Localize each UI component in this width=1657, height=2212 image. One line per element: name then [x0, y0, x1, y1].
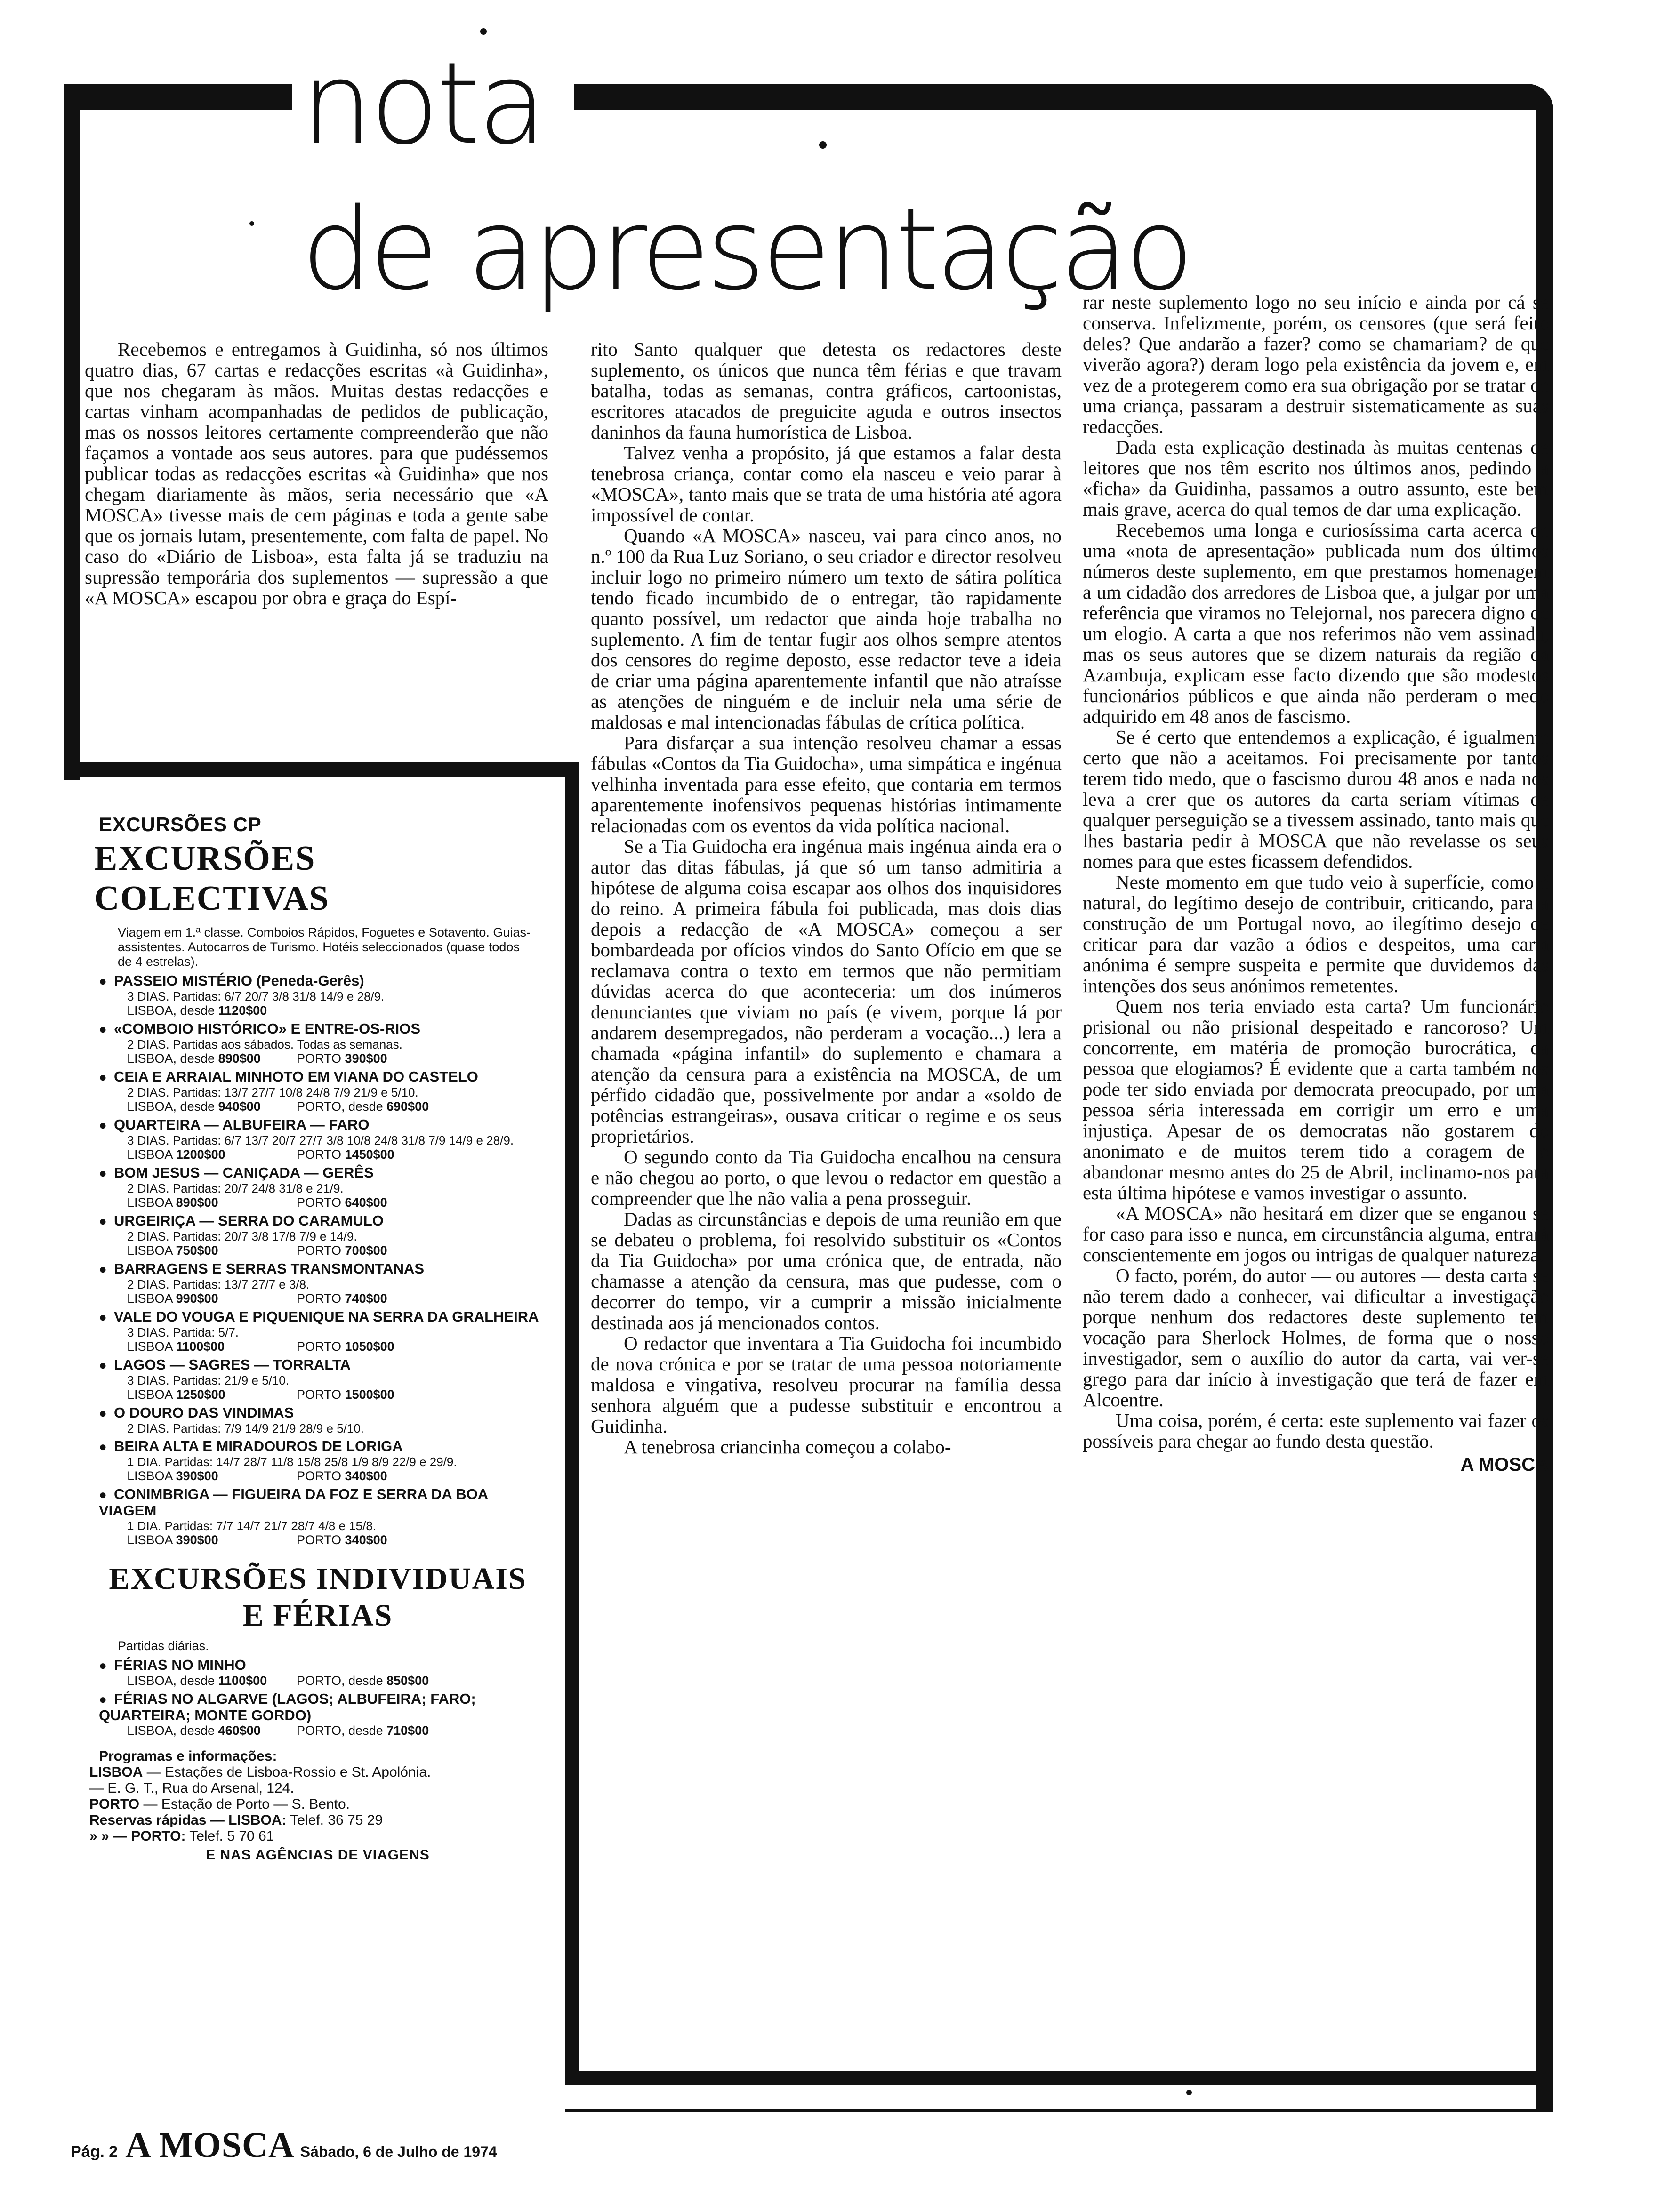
article-paragraph: Para disfarçar a sua intenção resolveu chamar a essas fábulas «Contos da Tia Guidocha», uma simpática e ingénua velhinha inventada para esse efeito, que contaria em termos aparentemente inofensivos pequenas histórias intimamente relacionadas com os eventos da vida política nacional. [591, 732, 1062, 836]
trip-price [127, 1195, 297, 1210]
trip-item [99, 1069, 546, 1114]
price-value: 1450$00 [345, 1147, 394, 1162]
frame-bar-bottom [565, 2071, 1553, 2085]
trip-item [99, 1357, 546, 1402]
price-value: 390$00 [176, 1469, 218, 1483]
price-value: 1250$00 [176, 1387, 225, 1402]
trip-details: 2 DIAS. Partidas: 20/7 3/8 17/8 7/9 e 14/9. [127, 1229, 357, 1243]
price-city: LISBOA [127, 1469, 173, 1483]
trip-price [127, 1533, 297, 1547]
bullet-icon: ● [99, 974, 107, 988]
article-paragraph: O facto, porém, do autor — ou autores — desta carta se não terem dado a conhecer, vai dificultar a investigação porque nenhum dos redactores deste suplemento tem vocação para Sherlock Holmes, de forma que o nosso investigador, sem o auxílio do autor da carta, vai ver-se grego para dar início à investigação que terá de fazer em Alcoentre. [1083, 1265, 1549, 1411]
trip-price [127, 1387, 297, 1402]
trip-details: 2 DIAS. Partidas: 13/7 27/7 e 3/8. [127, 1277, 310, 1291]
info-line [89, 1796, 551, 1812]
article-paragraph: Neste momento em que tudo veio à superfície, como é natural, do legítimo desejo de contribuir, criticando, para a construção de um Portugal novo, ao ilegítimo desejo de criticar para dar vazão a ódios e despeitos, uma carta anónima é sempre suspeita e permite que duvidemos das intenções dos seus anónimos remetentes. [1083, 871, 1549, 996]
info-line [89, 1812, 551, 1828]
frame-bar-top-right [574, 84, 1553, 110]
price-value: 390$00 [345, 1051, 387, 1066]
page-footer [71, 2125, 497, 2167]
trip-name-text: CONIMBRIGA — FIGUEIRA DA FOZ E SERRA DA BOA VIAGEM [99, 1486, 488, 1519]
article-paragraph: Talvez venha a propósito, já que estamos a falar desta tenebrosa criança, contar como ela nasceu e veio parar à «MOSCA», tanto mais que se trata de uma história até agora impossível de contar. [591, 442, 1062, 526]
ad-intro: Viagem em 1.ª classe. Comboios Rápidos, Foguetes e Sotavento. Guias-assistentes. Autocarros de Turismo. Hotéis seleccionados (quase todos de 4 estrelas). [118, 925, 531, 969]
trip-price [297, 1387, 466, 1402]
price-value: 1100$00 [218, 1674, 267, 1688]
trip-name-text: FÉRIAS NO MINHO [114, 1657, 246, 1673]
price-city: PORTO [297, 1291, 342, 1306]
price-value: 750$00 [176, 1243, 218, 1258]
trip-name [99, 1069, 546, 1085]
trip-name [99, 1357, 546, 1373]
info-label: PORTO [89, 1796, 140, 1812]
article-paragraph: rar neste suplemento logo no seu início e ainda por cá se conserva. Infelizmente, porém, os censores (que será feito deles? Que andarão a fazer? como se chamariam? de que viverão agora?) deram logo pela existência da jovem e, em vez de a protegerem como era sua obrigação por se tratar de uma criança, passaram a destruir sistematicamente as suas redacções. [1083, 291, 1549, 437]
cp-excursions-ad [85, 800, 551, 2066]
trip-item [99, 1486, 546, 1547]
article-paragraph: A tenebrosa criancinha começou a colabo- [624, 1436, 951, 1458]
price-city: PORTO [297, 1243, 342, 1258]
bullet-icon: ● [99, 1406, 107, 1420]
trip-price [127, 1674, 297, 1688]
trip-price [297, 1099, 466, 1114]
price-value: 1120$00 [218, 1003, 267, 1018]
price-city: LISBOA [127, 1147, 173, 1162]
frame-bar-ad-right [565, 762, 579, 2085]
trip-prices [99, 1243, 546, 1258]
article-signature: A MOSCA [1460, 1454, 1549, 1475]
trip-name [99, 1165, 546, 1181]
trip-name [99, 1309, 546, 1325]
bullet-icon: ● [99, 1070, 107, 1084]
trip-name-text: PASSEIO MISTÉRIO (Peneda-Gerês) [114, 972, 364, 989]
bullet-icon: ● [99, 1658, 107, 1673]
trip-name-text: VALE DO VOUGA E PIQUENIQUE NA SERRA DA GRALHEIRA [114, 1308, 539, 1325]
trip-item [99, 1405, 546, 1435]
ad-trip-list-2 [85, 1657, 551, 1738]
price-value: 1100$00 [176, 1339, 225, 1354]
info-label: Reservas rápidas — LISBOA: [89, 1812, 287, 1828]
trip-details: 3 DIAS. Partidas: 6/7 13/7 20/7 27/7 3/8 10/8 24/8 31/8 7/9 14/9 e 28/9. [127, 1133, 514, 1147]
ad-agencies: E NAS AGÊNCIAS DE VIAGENS [206, 1847, 430, 1863]
price-city: LISBOA [127, 1291, 173, 1306]
trip-details: 2 DIAS. Partidas: 13/7 27/7 10/8 24/8 7/9 21/9 e 5/10. [127, 1085, 418, 1099]
price-city: PORTO [297, 1147, 342, 1162]
bullet-icon: ● [99, 1214, 107, 1228]
price-city: LISBOA, desde [127, 1723, 215, 1738]
price-city: LISBOA [127, 1387, 173, 1402]
price-city: LISBOA [127, 1195, 173, 1210]
info-text: Telef. 36 75 29 [286, 1812, 383, 1828]
article-paragraph: Se a Tia Guidocha era ingénua mais ingénua ainda era o autor das ditas fábulas, já que só um tanso admitiria a hipótese de alguma coisa escapar aos olhos dos inquisidores do reino. A primeira fábula foi publicada, mas dois dias depois a redacção de «A MOSCA» começou a ser bombardeada por ofícios vindos do Santo Ofício em que se reclamava contra o texto em termos que não permitiam dúvidas acerca do que aconteceria: um dos inúmeros denunciantes que viviam no país (e vivem, porque lá por andarem desempregados, não perderam a vocação...) lera a chamada «página infantil» do suplemento e chamara a atenção da censura para a existência na MOSCA, de um pérfido cidadão que, possivelmente por andar a «soldo de potências estrangeiras», ousava criticar o regime e os seus proprietários. [591, 835, 1062, 1147]
trip-price [127, 1723, 297, 1738]
trip-item [99, 1309, 546, 1354]
article-paragraph: «A MOSCA» não hesitará em dizer que se enganou se for caso para isso e nunca, em circunstância alguma, entrará conscientemente em jogos ou intrigas de qualquer natureza. [1083, 1202, 1549, 1266]
article-paragraph: Quem nos teria enviado esta carta? Um funcionário prisional ou não prisional despeitado e rancoroso? Um concorrente, em matéria de promoção burocrática, da pessoa que elogiamos? É evidente que a carta também nos pode ter sido enviada por democrata preocupado, por uma pessoa séria interessada em corrigir um erro e uma injustiça. Apesar de os democratas não gostarem do anonimato e de muitos terem tido a coragem de o abandonar mesmo antes do 25 de Abril, inclinamo-nos para esta última hipótese e vamos investigar o assunto. [1083, 995, 1549, 1203]
price-value: 1050$00 [345, 1339, 394, 1354]
bullet-icon: ● [99, 1692, 107, 1707]
trip-item [99, 1213, 546, 1258]
info-label: » » — PORTO: [89, 1828, 186, 1844]
article-paragraph: Recebemos uma longa e curiosíssima carta acerca de uma «nota de apresentação» publicada num dos últimos números deste suplemento, em que prestamos homenagem a um cidadão dos arredores de Lisboa que, a julgar por uma referência que viramos no Telejornal, nos parecera digno de um elogio. A carta a que nos referimos não vem assinada, mas os seus autores que se dizem naturais da região da Azambuja, explicam esse facto dizendo que são modestos funcionários públicos e que ainda não perderam o medo adquirido em 48 anos de fascismo. [1083, 519, 1549, 727]
masthead: A MOSCA [125, 2125, 295, 2165]
headline-line-2: de apresentação [301, 184, 1190, 315]
trip-prices [99, 1339, 546, 1354]
bullet-icon: ● [99, 1310, 107, 1324]
price-city: PORTO, desde [297, 1099, 383, 1114]
ad-info-lines [85, 1764, 551, 1844]
info-text: — E. G. T., Rua do Arsenal, 124. [89, 1780, 294, 1796]
info-line [89, 1764, 551, 1780]
price-city: PORTO [297, 1195, 342, 1210]
price-city: LISBOA [127, 1533, 173, 1547]
price-value: 850$00 [386, 1674, 429, 1688]
trip-price [127, 1003, 297, 1018]
price-city: PORTO [297, 1387, 342, 1402]
trip-item [99, 1438, 546, 1483]
price-city: LISBOA, desde [127, 1674, 215, 1688]
info-line [89, 1780, 551, 1796]
headline-line-1: nota [301, 38, 545, 169]
page-number: Pág. 2 [71, 2143, 118, 2161]
ad-intro-2: Partidas diárias. [118, 1639, 209, 1653]
frame-bar-top-left [64, 84, 292, 110]
trip-name-text: BEIRA ALTA E MIRADOUROS DE LORIGA [114, 1438, 403, 1454]
trip-name [99, 1657, 546, 1674]
ad-title-2-line-1: EXCURSÕES INDIVIDUAIS [109, 1562, 527, 1596]
trip-details: 3 DIAS. Partidas: 6/7 20/7 3/8 31/8 14/9 e 28/9. [127, 989, 385, 1003]
trip-prices [99, 1469, 546, 1483]
price-value: 460$00 [218, 1723, 261, 1738]
price-value: 690$00 [386, 1099, 429, 1114]
trip-price [297, 1291, 466, 1306]
trip-prices [99, 1147, 546, 1162]
price-value: 640$00 [345, 1195, 387, 1210]
trip-prices [99, 1533, 546, 1547]
price-value: 700$00 [345, 1243, 387, 1258]
ad-title: EXCURSÕES COLECTIVAS [94, 839, 330, 918]
trip-name-text: CEIA E ARRAIAL MINHOTO EM VIANA DO CASTELO [114, 1068, 478, 1085]
scan-speck [480, 28, 487, 35]
trip-price [127, 1243, 297, 1258]
trip-name [99, 1117, 546, 1133]
trip-name-text: O DOURO DAS VINDIMAS [114, 1404, 294, 1421]
price-value: 740$00 [345, 1291, 387, 1306]
trip-name [99, 973, 546, 989]
trip-name-text: «COMBOIO HISTÓRICO» E ENTRE-OS-RIOS [114, 1020, 421, 1037]
article-column-2 [591, 339, 1062, 1457]
price-city: PORTO [297, 1339, 342, 1354]
price-value: 390$00 [176, 1533, 218, 1547]
price-value: 940$00 [218, 1099, 261, 1114]
info-text: Telef. 5 70 61 [185, 1828, 274, 1844]
trip-item [99, 973, 546, 1018]
article-paragraph: Uma coisa, porém, é certa: este suplemento vai fazer os possíveis para chegar ao fundo desta questão. [1083, 1410, 1549, 1452]
trip-prices [99, 1003, 546, 1018]
price-value: 340$00 [345, 1533, 387, 1547]
price-city: LISBOA, desde [127, 1003, 215, 1018]
trip-price [127, 1099, 297, 1114]
trip-price [297, 1674, 466, 1688]
article-paragraph: rito Santo qualquer que detesta os redactores deste suplemento, os únicos que nunca têm férias e que travam batalha, todas as semanas, contra gráficos, cartoonistas, escritores atacados de preguicite aguda e outros insectos daninhos da fauna humorística de Lisboa. [591, 338, 1062, 443]
price-city: PORTO, desde [297, 1674, 383, 1688]
trip-name-text: FÉRIAS NO ALGARVE (LAGOS; ALBUFEIRA; FARO; QUARTEIRA; MONTE GORDO) [99, 1691, 476, 1723]
trip-name [99, 1486, 546, 1519]
trip-item [99, 1021, 546, 1066]
ad-trip-list [85, 973, 551, 1547]
trip-price [297, 1723, 466, 1738]
price-city: PORTO [297, 1533, 342, 1547]
bullet-icon: ● [99, 1487, 107, 1502]
trip-name-text: BARRAGENS E SERRAS TRANSMONTANAS [114, 1260, 425, 1277]
ad-info [85, 1748, 551, 1863]
price-value: 890$00 [218, 1051, 261, 1066]
trip-item [99, 1691, 546, 1738]
price-city: LISBOA [127, 1339, 173, 1354]
trip-name [99, 1213, 546, 1229]
frame-rule-bottom [565, 2109, 1553, 2112]
trip-prices [99, 1674, 546, 1688]
trip-price [297, 1339, 466, 1354]
price-value: 1200$00 [176, 1147, 225, 1162]
price-city: LISBOA, desde [127, 1051, 215, 1066]
trip-name [99, 1691, 546, 1723]
ad-info-header: Programas e informações: [99, 1748, 277, 1764]
issue-date: Sábado, 6 de Julho de 1974 [300, 2143, 497, 2160]
price-city: PORTO [297, 1051, 342, 1066]
trip-prices [99, 1099, 546, 1114]
frame-bar-middle [64, 762, 579, 777]
price-city: LISBOA [127, 1243, 173, 1258]
trip-details: 1 DIA. Partidas: 7/7 14/7 21/7 28/7 4/8 e 15/8. [127, 1519, 377, 1533]
scan-speck [1186, 2090, 1192, 2095]
trip-prices [99, 1723, 546, 1738]
trip-item [99, 1117, 546, 1162]
price-value: 710$00 [386, 1723, 429, 1738]
price-city: PORTO, desde [297, 1723, 383, 1738]
price-city: LISBOA, desde [127, 1099, 215, 1114]
article-paragraph: O redactor que inventara a Tia Guidocha foi incumbido de nova crónica e por se tratar de uma pessoa notoriamente maldosa e vingativa, resolveu procurar na família dessa senhora alguém que a pudesse substituir e encontrou a Guidinha. [591, 1332, 1062, 1437]
trip-details: 2 DIAS. Partidas: 20/7 24/8 31/8 e 21/9. [127, 1181, 344, 1195]
article-column-3 [1083, 292, 1549, 1475]
info-line [89, 1828, 551, 1844]
trip-prices [99, 1291, 546, 1306]
trip-price [297, 1051, 466, 1066]
trip-prices [99, 1051, 546, 1066]
article-paragraph: Recebemos e entregamos à Guidinha, só nos últimos quatro dias, 67 cartas e redacções escritas «à Guidinha», que nos chegaram às mãos. Muitas destas redacções e cartas vinham acompanhadas de pedidos de publicação, mas os nossos leitores certamente compreenderão que não façamos a vontade aos seus autores. para que pudéssemos publicar todas as redacções escritas «à Guidinha» que nos chegam diariamente às mãos, seria necessário que «A MOSCA» tivesse mais de cem páginas e toda a gente sabe que os jornais lutam, presentemente, com falta de papel. No caso do «Diário de Lisboa», esta falta já se traduziu na supressão temporária dos suplementos — supressão a que «A MOSCA» escapou por obra e graça do Espí- [85, 338, 548, 609]
trip-price [297, 1195, 466, 1210]
ad-title-2 [85, 1561, 551, 1634]
article-paragraph: O segundo conto da Tia Guidocha encalhou na censura e não chegou ao porto, o que levou o redactor em questão a compreender que lhe não valia a pena prosseguir. [591, 1146, 1062, 1209]
bullet-icon: ● [99, 1166, 107, 1180]
trip-price [297, 1243, 466, 1258]
trip-price [127, 1147, 297, 1162]
trip-prices [99, 1195, 546, 1210]
trip-name [99, 1405, 546, 1421]
bullet-icon: ● [99, 1358, 107, 1372]
bullet-icon: ● [99, 1439, 107, 1454]
ad-title-2-line-2: E FÉRIAS [242, 1598, 393, 1633]
article-paragraph: Dadas as circunstâncias e depois de uma reunião em que se debateu o problema, foi resolvido substituir os «Contos da Tia Guidocha» por uma crónica que, de entrada, não chamasse a atenção da censura, mas que pudesse, com o decorrer do tempo, vir a cumprir a missão inicialmente destinada aos já mencionados contos. [591, 1208, 1062, 1333]
scan-speck [249, 221, 254, 226]
trip-name-text: LAGOS — SAGRES — TORRALTA [114, 1356, 351, 1373]
article-paragraph: Se é certo que entendemos a explicação, é igualmente certo que não a aceitamos. Foi precisamente por tantos terem tido medo, que o fascismo durou 48 anos e nada nos leva a crer que os autores da carta seriam vítimas de qualquer perseguição se a tivessem assinado, tanto mais que lhes bastaria pedir à MOSCA que não revelasse os seus nomes para que estes ficassem defendidos. [1083, 726, 1549, 872]
trip-price [297, 1147, 466, 1162]
trip-name-text: QUARTEIRA — ALBUFEIRA — FARO [114, 1116, 370, 1133]
info-text: — Estações de Lisboa-Rossio e St. Apolónia. [143, 1764, 431, 1780]
trip-price [127, 1051, 297, 1066]
trip-name [99, 1261, 546, 1277]
price-value: 340$00 [345, 1469, 387, 1483]
trip-price [127, 1291, 297, 1306]
article-paragraph: Quando «A MOSCA» nasceu, vai para cinco anos, no n.º 100 da Rua Luz Soriano, o seu criador e director resolveu incluir logo no primeiro número um texto de sátira política tendo ficado incumbido de o entregar, tão rapidamente quanto possível, um redactor que ainda hoje trabalha no suplemento. A fim de tentar fugir aos olhos sempre atentos dos censores do regime deposto, esse redactor teve a ideia de criar uma página aparentemente infantil que não atraísse as atenções de ninguém e de incluir nela uma série de maldosas e mal intencionadas fábulas de crítica política. [591, 525, 1062, 733]
trip-item [99, 1657, 546, 1688]
trip-item [99, 1165, 546, 1210]
price-value: 1500$00 [345, 1387, 394, 1402]
price-value: 890$00 [176, 1195, 218, 1210]
bullet-icon: ● [99, 1262, 107, 1276]
trip-prices [99, 1387, 546, 1402]
ad-header: EXCURSÕES CP [99, 813, 262, 835]
article-column-1 [85, 339, 548, 608]
trip-price [127, 1469, 297, 1483]
trip-details: 2 DIAS. Partidas: 7/9 14/9 21/9 28/9 e 5/10. [127, 1421, 364, 1435]
trip-name [99, 1021, 546, 1037]
trip-name-text: BOM JESUS — CANIÇADA — GERÊS [114, 1164, 374, 1181]
info-label: LISBOA [89, 1764, 143, 1780]
trip-details: 3 DIAS. Partidas: 21/9 e 5/10. [127, 1373, 289, 1387]
trip-name [99, 1438, 546, 1455]
article-paragraph: Dada esta explicação destinada às muitas centenas de leitores que nos têm escrito nos últimos anos, pedindo a «ficha» da Guidinha, passamos a outro assunto, este bem mais grave, acerca do qual temos de dar uma explicação. [1083, 436, 1549, 520]
trip-details: 3 DIAS. Partida: 5/7. [127, 1325, 239, 1339]
price-value: 990$00 [176, 1291, 218, 1306]
bullet-icon: ● [99, 1118, 107, 1132]
frame-bar-left [64, 84, 80, 780]
trip-price [127, 1339, 297, 1354]
trip-price [297, 1533, 466, 1547]
trip-details: 2 DIAS. Partidas aos sábados. Todas as semanas. [127, 1037, 402, 1051]
bullet-icon: ● [99, 1022, 107, 1036]
price-city: PORTO [297, 1469, 342, 1483]
trip-name-text: URGEIRIÇA — SERRA DO CARAMULO [114, 1212, 384, 1229]
trip-price [297, 1469, 466, 1483]
info-text: — Estação de Porto — S. Bento. [139, 1796, 350, 1812]
trip-item [99, 1261, 546, 1306]
trip-details: 1 DIA. Partidas: 14/7 28/7 11/8 15/8 25/8 1/9 8/9 22/9 e 29/9. [127, 1455, 457, 1469]
scan-speck [819, 141, 827, 149]
